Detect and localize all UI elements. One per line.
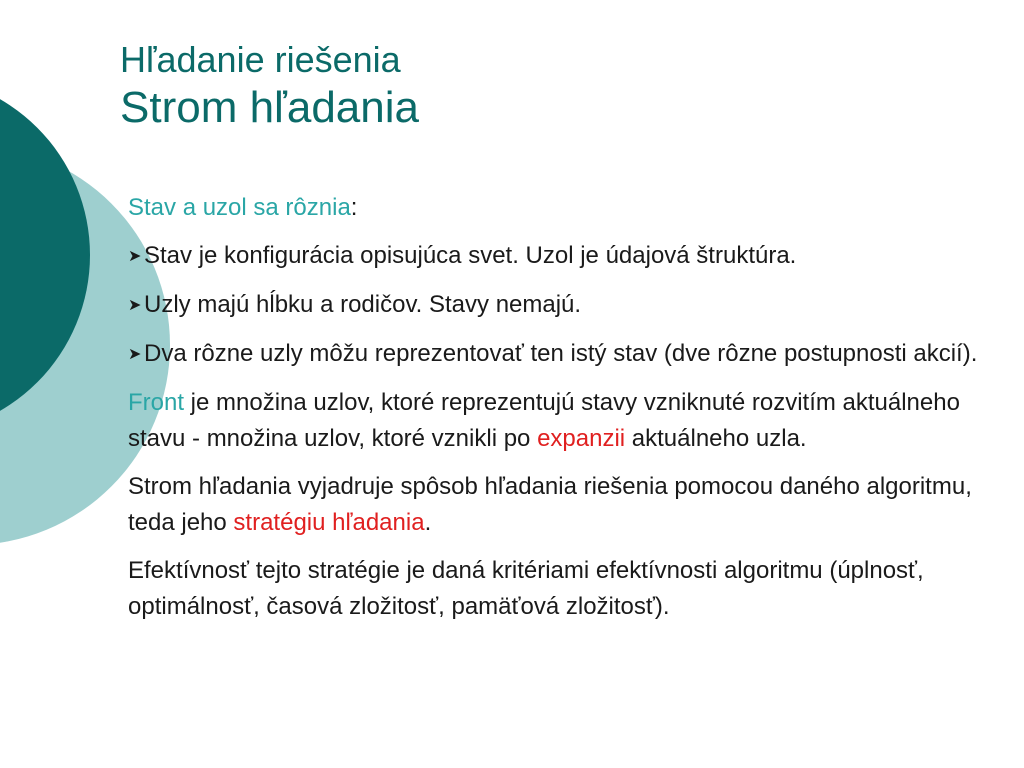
intro-suffix: : [350,194,358,221]
efficiency-text: Efektívnosť tejto stratégie je daná kritériami efektívnosti algoritmu (úplnosť, optimálnosť, časová zložitosť, pamäťová zložitosť). [128,557,924,620]
title-line-2: Strom hľadania [120,83,419,132]
bullet-item [128,287,1008,324]
slide-body [128,190,1008,637]
bullet-text: Dva rôzne uzly môžu reprezentovať ten istý stav (dve rôzne postupnosti akcií). [144,340,978,367]
efficiency-paragraph [128,553,1008,625]
tree-text-1: Strom hľadania vyjadruje spôsob hľadania riešenia pomocou daného algoritmu, teda jeho [128,473,972,536]
front-text-2: aktuálneho uzla. [625,425,807,452]
tree-text-2: . [424,509,432,536]
bullet-item [128,238,1008,275]
expansion-term: expanzii [537,425,626,452]
intro-highlight: Stav a uzol sa rôznia [128,194,351,221]
tree-paragraph [128,469,1008,541]
slide-title [120,38,419,134]
intro-line [128,190,1008,226]
arrow-bullet-icon: ➤ [128,297,142,314]
front-paragraph [128,385,1008,457]
strategy-term: stratégiu hľadania [233,509,425,536]
arrow-bullet-icon: ➤ [128,346,142,363]
bullet-item [128,336,1008,373]
bullet-text: Stav je konfigurácia opisujúca svet. Uzol je údajová štruktúra. [144,242,797,269]
front-text-1: je množina uzlov, ktoré reprezentujú stavy vzniknuté rozvitím aktuálneho stavu - množina uzlov, ktoré vznikli po [128,389,960,452]
title-line-1: Hľadanie riešenia [120,39,401,80]
bullet-text: Uzly majú hĺbku a rodičov. Stavy nemajú. [144,291,582,318]
front-term: Front [128,389,185,416]
arrow-bullet-icon: ➤ [128,248,142,265]
